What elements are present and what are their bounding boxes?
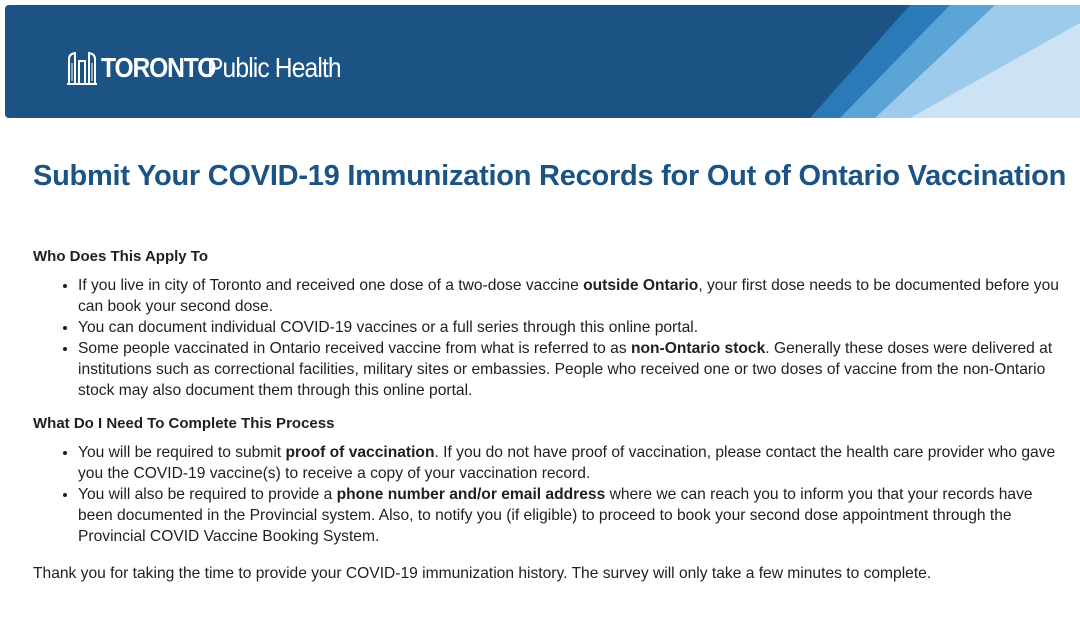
section-requirements — [33, 413, 1063, 547]
list-item: • Some people vaccinated in Ontario received vaccine from what is referred to as non-Ontario stock. Generally these doses were delivered at institutions such as correctional facilities, military sites or embassies. People who received one or two doses of vaccine from the non-Ontario stock may also document them through this online portal. — [78, 338, 1063, 401]
list-item: • You will be required to submit proof of vaccination. If you do not have proof of vaccination, please contact the health care provider who gave you the COVID-19 vaccine(s) to receive a copy of your vaccination record. — [78, 442, 1063, 484]
list-item: • You will also be required to provide a phone number and/or email address where we can reach you to inform you that your records have been documented in the Provincial system. Also, to notify you (if eligible) to proceed to book your second dose appointment through the Provincial COVID Vaccine Booking System. — [78, 484, 1063, 547]
logo-subtitle: Public Health — [207, 52, 341, 83]
section-who-applies — [33, 246, 1063, 401]
list-item: • You can document individual COVID-19 vaccines or a full series through this online portal. — [78, 317, 1063, 338]
main-content — [33, 246, 1063, 584]
list-item: • If you live in city of Toronto and received one dose of a two-dose vaccine outside Ontario, your first dose needs to be documented before you can book your second dose. — [78, 275, 1063, 317]
page-title: Submit Your COVID-19 Immunization Records for Out of Ontario Vaccination — [33, 160, 1067, 192]
section-heading: Who Does This Apply To — [33, 248, 208, 265]
closing-text: Thank you for taking the time to provide your COVID-19 immunization history. The survey will only take a few minutes to complete. — [33, 565, 932, 582]
toronto-public-health-logo[interactable] — [67, 43, 359, 85]
logo-brand: TORONTO — [101, 52, 216, 83]
section-heading: What Do I Need To Complete This Process — [33, 415, 335, 432]
bullet-list — [33, 442, 1063, 547]
bullet-list — [33, 275, 1063, 401]
toronto-city-hall-icon — [67, 51, 97, 85]
header-banner — [5, 5, 1080, 118]
